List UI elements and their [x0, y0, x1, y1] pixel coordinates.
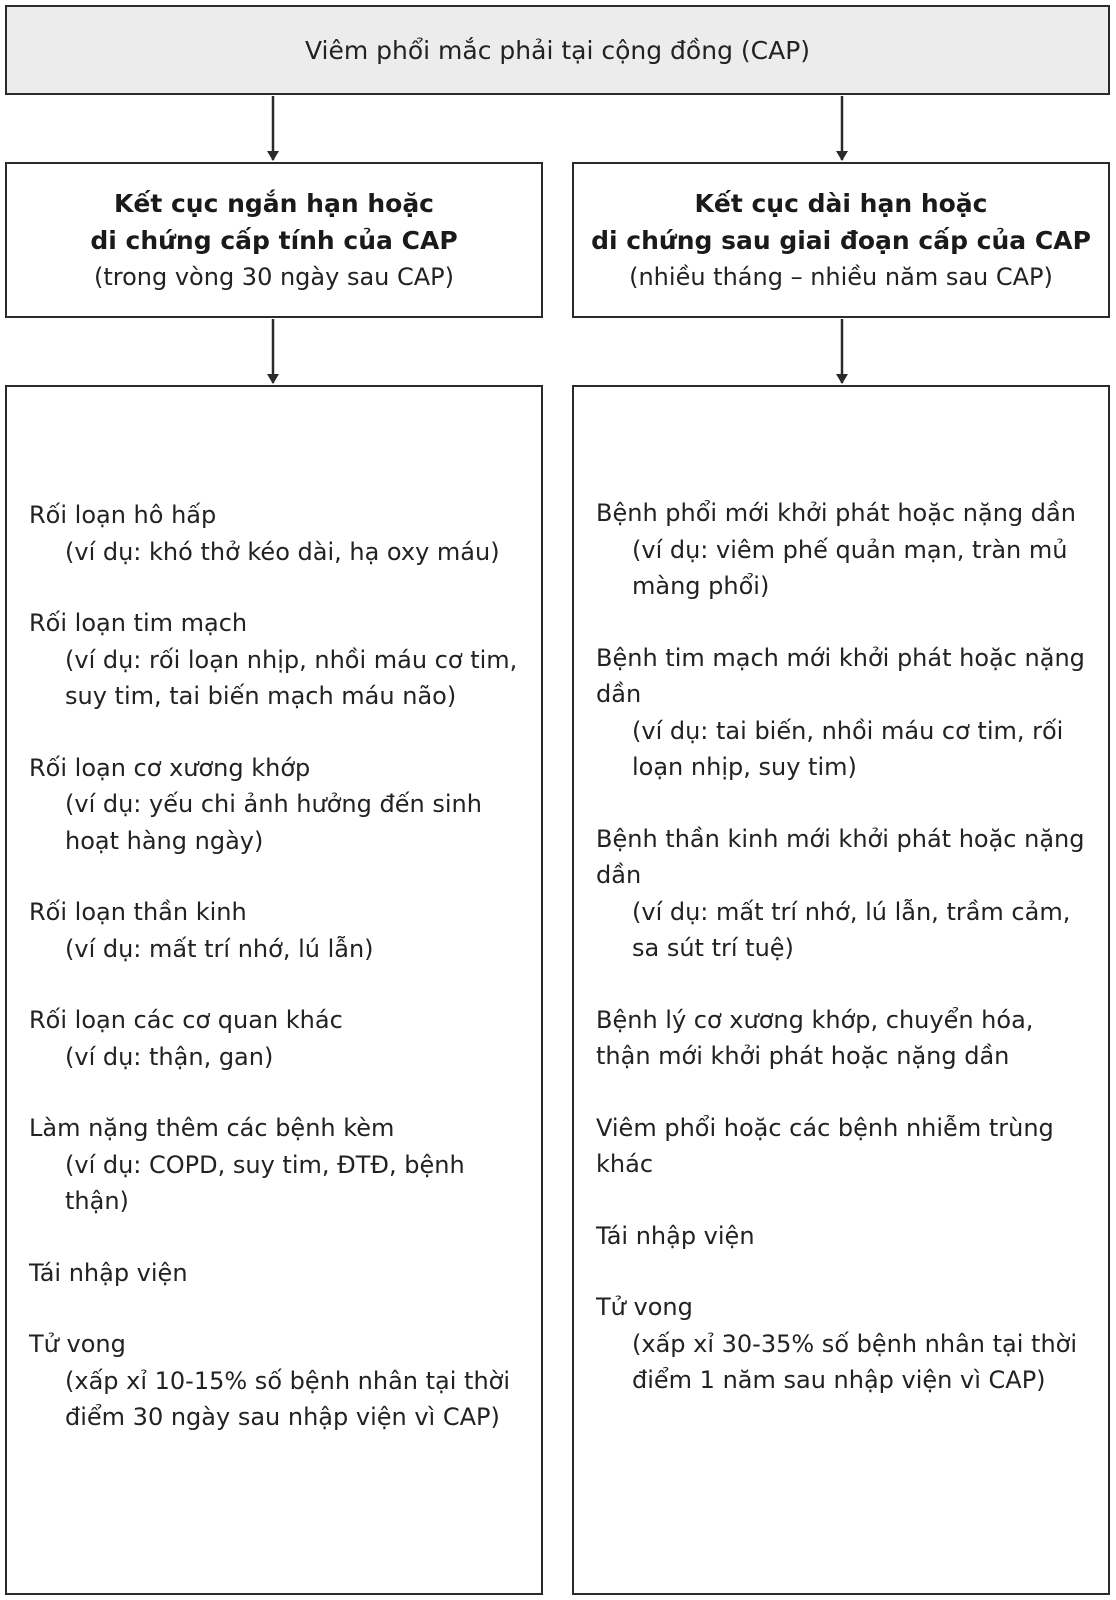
short-term-heading-line2: di chứng cấp tính của CAP — [90, 225, 458, 255]
outcome-title: Bệnh phổi mới khởi phát hoặc nặng dần — [596, 499, 1076, 527]
outcome-item — [596, 1110, 1092, 1183]
outcome-item — [29, 894, 525, 967]
short-term-header-box — [5, 162, 543, 318]
outcome-example: (xấp xỉ 30-35% số bệnh nhân tại thời điểm 1 năm sau nhập viện vì CAP) — [632, 1329, 1078, 1394]
outcome-item — [596, 495, 1092, 605]
long-term-subheading: (nhiều tháng – nhiều năm sau CAP) — [629, 262, 1053, 291]
outcome-example: (ví dụ: yếu chi ảnh hưởng đến sinh hoạt hàng ngày) — [65, 790, 482, 855]
outcome-example: (ví dụ: viêm phế quản mạn, tràn mủ màng phổi) — [632, 535, 1068, 600]
outcome-item — [596, 821, 1092, 967]
outcome-item — [596, 1218, 1092, 1255]
outcome-example: (ví dụ: thận, gan) — [65, 1042, 274, 1071]
outcome-example: (ví dụ: rối loạn nhịp, nhồi máu cơ tim, suy tim, tai biến mạch máu não) — [65, 645, 518, 710]
long-term-outcomes-box — [572, 385, 1110, 1595]
outcome-title: Bệnh lý cơ xương khớp, chuyển hóa, thận mới khởi phát hoặc nặng dần — [596, 1005, 1034, 1070]
outcome-title: Viêm phổi hoặc các bệnh nhiễm trùng khác — [596, 1113, 1054, 1178]
outcome-title: Bệnh thần kinh mới khởi phát hoặc nặng dần — [596, 824, 1085, 889]
outcome-title: Tử vong — [596, 1293, 693, 1321]
long-term-header-box — [572, 162, 1110, 318]
outcome-title: Tử vong — [29, 1330, 126, 1358]
outcome-item — [29, 497, 525, 570]
short-term-outcomes-list — [29, 497, 525, 1471]
outcome-title: Rối loạn hô hấp — [29, 501, 217, 529]
outcome-example: (xấp xỉ 10-15% số bệnh nhân tại thời điểm 30 ngày sau nhập viện vì CAP) — [65, 1366, 511, 1431]
outcome-item — [596, 1289, 1092, 1399]
cap-title: Viêm phổi mắc phải tại cộng đồng (CAP) — [304, 35, 811, 65]
outcome-item — [29, 1110, 525, 1220]
outcome-title: Làm nặng thêm các bệnh kèm — [29, 1114, 395, 1142]
outcome-item — [29, 1326, 525, 1436]
long-term-outcomes-list — [596, 495, 1092, 1434]
outcome-item — [29, 750, 525, 860]
outcome-item — [29, 1002, 525, 1075]
outcome-example: (ví dụ: tai biến, nhồi máu cơ tim, rối loạn nhịp, suy tim) — [632, 716, 1064, 781]
outcome-title: Tái nhập viện — [29, 1258, 188, 1287]
outcome-item — [29, 1255, 525, 1292]
cap-title-box — [5, 5, 1110, 95]
outcome-item — [596, 640, 1092, 786]
outcome-title: Rối loạn các cơ quan khác — [29, 1006, 343, 1034]
outcome-item — [596, 1002, 1092, 1075]
outcome-title: Tái nhập viện — [596, 1221, 755, 1250]
outcome-example: (ví dụ: mất trí nhớ, lú lẫn) — [65, 934, 374, 963]
long-term-heading-line1: Kết cục dài hạn hoặc — [694, 188, 988, 218]
long-term-heading-line2: di chứng sau giai đoạn cấp của CAP — [591, 225, 1091, 255]
outcome-example: (ví dụ: khó thở kéo dài, hạ oxy máu) — [65, 537, 500, 566]
outcome-title: Bệnh tim mạch mới khởi phát hoặc nặng dần — [596, 643, 1085, 708]
outcome-example: (ví dụ: mất trí nhớ, lú lẫn, trầm cảm, sa sút trí tuệ) — [632, 897, 1071, 962]
outcome-example: (ví dụ: COPD, suy tim, ĐTĐ, bệnh thận) — [65, 1150, 465, 1215]
outcome-title: Rối loạn tim mạch — [29, 609, 248, 637]
outcome-item — [29, 605, 525, 715]
short-term-outcomes-box — [5, 385, 543, 1595]
outcome-title: Rối loạn thần kinh — [29, 898, 247, 926]
short-term-subheading: (trong vòng 30 ngày sau CAP) — [93, 262, 455, 291]
short-term-heading-line1: Kết cục ngắn hạn hoặc — [113, 188, 435, 218]
outcome-title: Rối loạn cơ xương khớp — [29, 753, 311, 782]
